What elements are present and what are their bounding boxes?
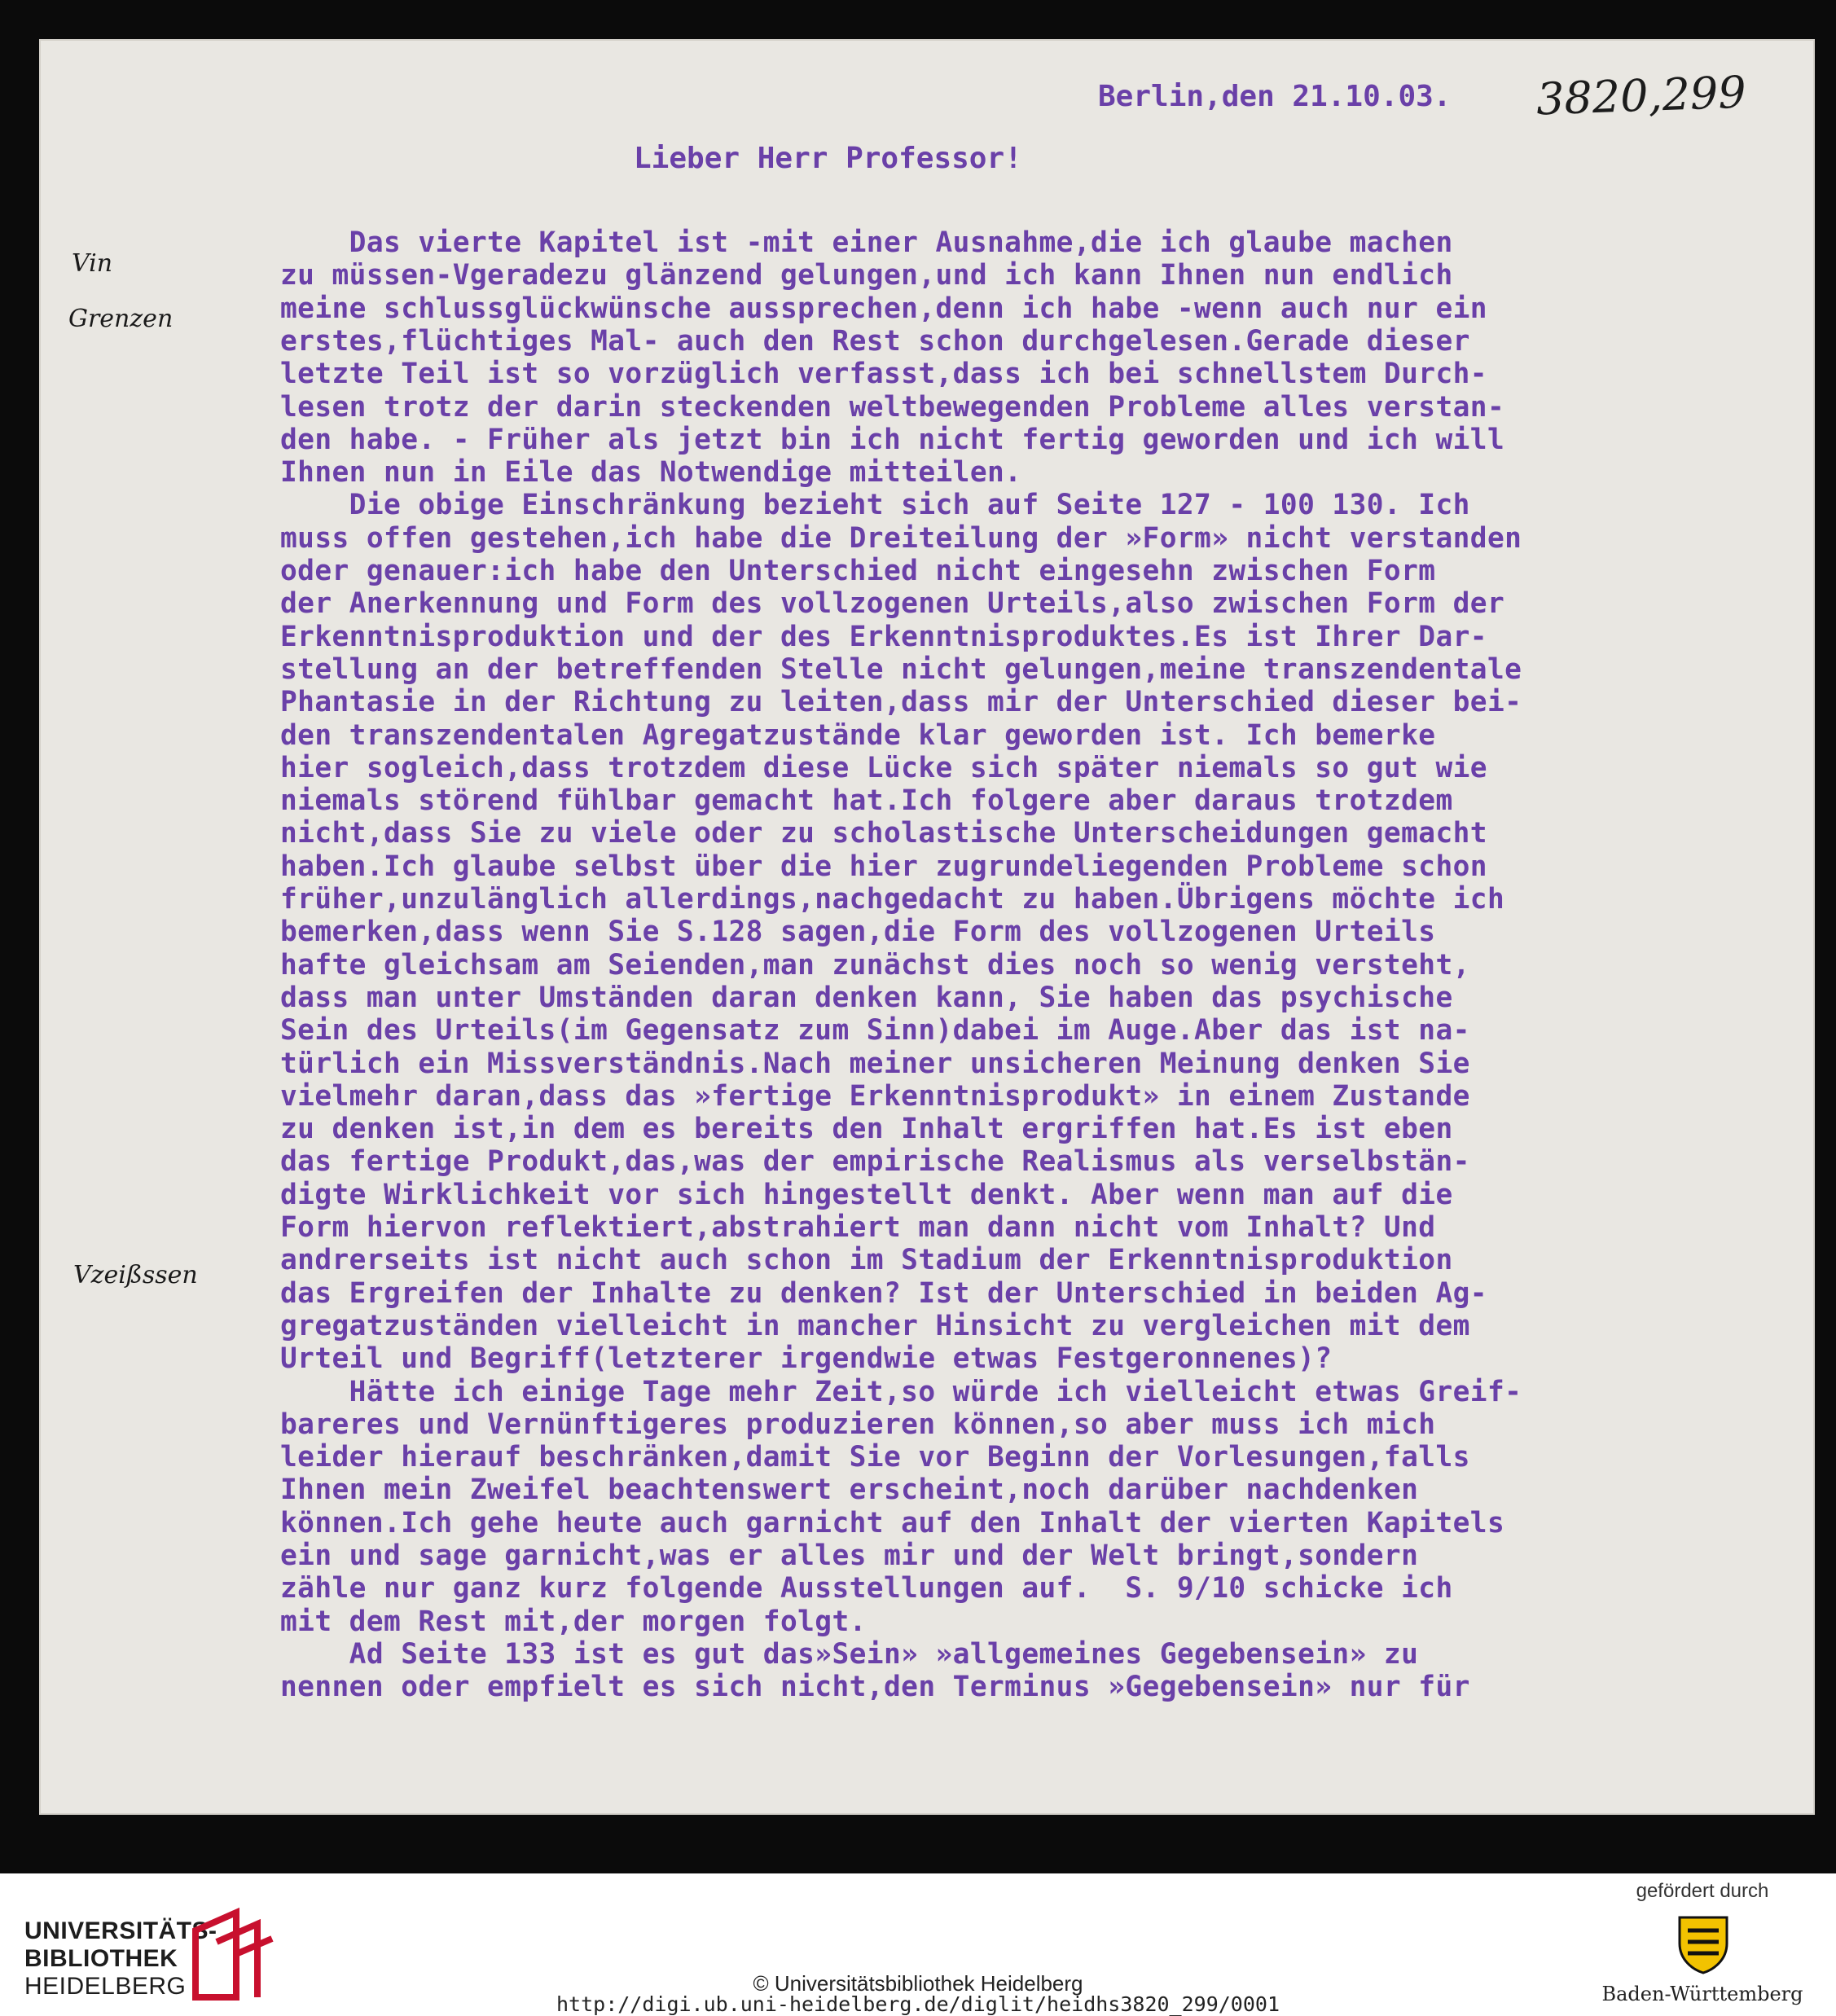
letter-line: letzte Teil ist so vorzüglich verfasst,dass ich bei schnellstem Durch- xyxy=(280,358,1487,391)
margin-note: Vzeißssen xyxy=(73,1261,198,1289)
letter-line: hier sogleich,dass trotzdem diese Lücke sich später niemals so gut wie xyxy=(280,751,1487,784)
letter-line: nicht,dass Sie zu viele oder zu scholastische Unterscheidungen gemacht xyxy=(280,817,1487,850)
typewritten-letter xyxy=(39,39,1815,1815)
margin-note: Vin xyxy=(72,249,113,278)
letter-line: Sein des Urteils(im Gegensatz zum Sinn)dabei im Auge.Aber das ist na- xyxy=(280,1014,1470,1048)
copyright-notice: © Universitätsbibliothek Heidelberg xyxy=(753,1971,1083,1996)
date-line: Berlin,den 21.10.03. xyxy=(1098,80,1452,113)
letter-line: früher,unzulänglich allerdings,nachgedacht zu haben.Übrigens möchte ich xyxy=(280,883,1505,916)
letter-line: Phantasie in der Richtung zu leiten,dass mir der Unterschied dieser bei- xyxy=(280,686,1522,719)
letter-line: bareres und Vernünftigeres produzieren können,so aber muss ich mich xyxy=(280,1408,1436,1441)
letter-line: nennen oder empfielt es sich nicht,den Terminus »Gegebensein» nur für xyxy=(280,1671,1470,1704)
letter-line: türlich ein Missverständnis.Nach meiner unsicheren Meinung denken Sie xyxy=(280,1047,1470,1080)
funding-label: gefördert durch xyxy=(1636,1880,1769,1902)
letter-line: Form hiervon reflektiert,abstrahiert man dann nicht vom Inhalt? Und xyxy=(280,1211,1436,1244)
letter-line: Ihnen nun in Eile das Notwendige mitteilen. xyxy=(280,456,1022,490)
logo-line: UNIVERSITÄTS- xyxy=(24,1917,217,1944)
letter-line: bemerken,dass wenn Sie S.128 sagen,die Form des vollzogenen Urteils xyxy=(280,916,1436,949)
letter-line: muss offen gestehen,ich habe die Dreiteilung der »Form» nicht verstanden xyxy=(280,521,1522,555)
letter-line: lesen trotz der darin steckenden weltbewegenden Probleme alles verstan- xyxy=(280,390,1505,424)
letter-line: zähle nur ganz kurz folgende Ausstellungen auf. S. 9/10 schicke ich xyxy=(280,1572,1453,1605)
letter-line: Ihnen mein Zweifel beachtenswert erscheint,noch darüber nachdenken xyxy=(280,1474,1419,1507)
letter-page xyxy=(39,39,1815,1815)
coat-of-arms-icon xyxy=(1676,1914,1730,1974)
letter-line: oder genauer:ich habe den Unterschied nicht eingesehn zwischen Form xyxy=(280,555,1436,587)
letter-line: zu müssen-Vgeradezu glänzend gelungen,und ich kann Ihnen nun endlich xyxy=(280,259,1453,292)
margin-note: Grenzen xyxy=(68,305,173,333)
letter-line: Urteil und Begriff(letzterer irgendwie etwas Festgeronnenes)? xyxy=(280,1342,1333,1376)
letter-line: dass man unter Umständen daran denken kann, Sie haben das psychische xyxy=(280,981,1453,1014)
letter-line: können.Ich gehe heute auch garnicht auf den Inhalt der vierten Kapitels xyxy=(280,1506,1505,1539)
archive-number: 3820,299 xyxy=(1535,66,1747,125)
footer xyxy=(0,1873,1836,2015)
letter-line: leider hierauf beschränken,damit Sie vor Beginn der Vorlesungen,falls xyxy=(280,1441,1470,1474)
letter-line: mit dem Rest mit,der morgen folgt. xyxy=(280,1605,867,1638)
letter-line: gregatzuständen vielleicht in mancher Hinsicht zu vergleichen mit dem xyxy=(280,1309,1470,1342)
letter-line: hafte gleichsam am Seienden,man zunächst dies noch so wenig versteht, xyxy=(280,948,1470,982)
letter-line: den transzendentalen Agregatzustände klar geworden ist. Ich bemerke xyxy=(280,718,1436,752)
document-url[interactable]: http://digi.ub.uni-heidelberg.de/diglit/heidhs3820_299/0001 xyxy=(556,1992,1280,2016)
letter-line: das Ergreifen der Inhalte zu denken? Ist der Unterschied in beiden Ag- xyxy=(280,1276,1487,1310)
letter-line: Die obige Einschränkung bezieht sich auf Seite 127 - 100 130. Ich xyxy=(280,489,1470,522)
letter-line: niemals störend fühlbar gemacht hat.Ich folgere aber daraus trotzdem xyxy=(280,784,1453,818)
letter-line: haben.Ich glaube selbst über die hier zugrundeliegenden Probleme schon xyxy=(280,850,1487,883)
salutation: Lieber Herr Professor! xyxy=(634,142,1022,175)
letter-line: das fertige Produkt,das,was der empirische Realismus als verselbstän- xyxy=(280,1145,1470,1179)
letter-line: digte Wirklichkeit vor sich hingestellt denkt. Aber wenn man auf die xyxy=(280,1178,1453,1211)
funding-badge xyxy=(1597,1880,1808,2015)
letter-line: der Anerkennung und Form des vollzogenen Urteils,also zwischen Form der xyxy=(280,587,1505,621)
letter-line: ein und sage garnicht,was er alles mir und der Welt bringt,sondern xyxy=(280,1539,1419,1572)
state-name: Baden-Württemberg xyxy=(1601,1983,1803,2005)
letter-line: Erkenntnisproduktion und der des Erkenntnisproduktes.Es ist Ihrer Dar- xyxy=(280,620,1487,653)
letter-line: Hätte ich einige Tage mehr Zeit,so würde ich vielleicht etwas Greif- xyxy=(280,1375,1522,1408)
logo-line: HEIDELBERG xyxy=(24,1973,187,2000)
letter-line: meine schlussglückwünsche aussprechen,denn ich habe -wenn auch nur ein xyxy=(280,292,1487,325)
letter-line: vielmehr daran,dass das »fertige Erkenntnisprodukt» in einem Zustande xyxy=(280,1079,1470,1113)
letter-line: Das vierte Kapitel ist -mit einer Ausnahme,die ich glaube machen xyxy=(280,226,1453,259)
letter-line: erstes,flüchtiges Mal- auch den Rest schon durchgelesen.Gerade dieser xyxy=(280,324,1470,358)
logo-line: BIBLIOTHEK xyxy=(24,1945,178,1972)
letter-line: stellung an der betreffenden Stelle nicht gelungen,meine transzendentale xyxy=(280,652,1522,686)
letter-line: den habe. - Früher als jetzt bin ich nicht fertig geworden und ich will xyxy=(280,423,1505,456)
letter-line: andrerseits ist nicht auch schon im Stadium der Erkenntnisproduktion xyxy=(280,1244,1453,1277)
letter-line: zu denken ist,in dem es bereits den Inhalt ergriffen hat.Es ist eben xyxy=(280,1113,1453,1146)
letter-line: Ad Seite 133 ist es gut das»Sein» »allgemeines Gegebensein» zu xyxy=(280,1637,1419,1671)
